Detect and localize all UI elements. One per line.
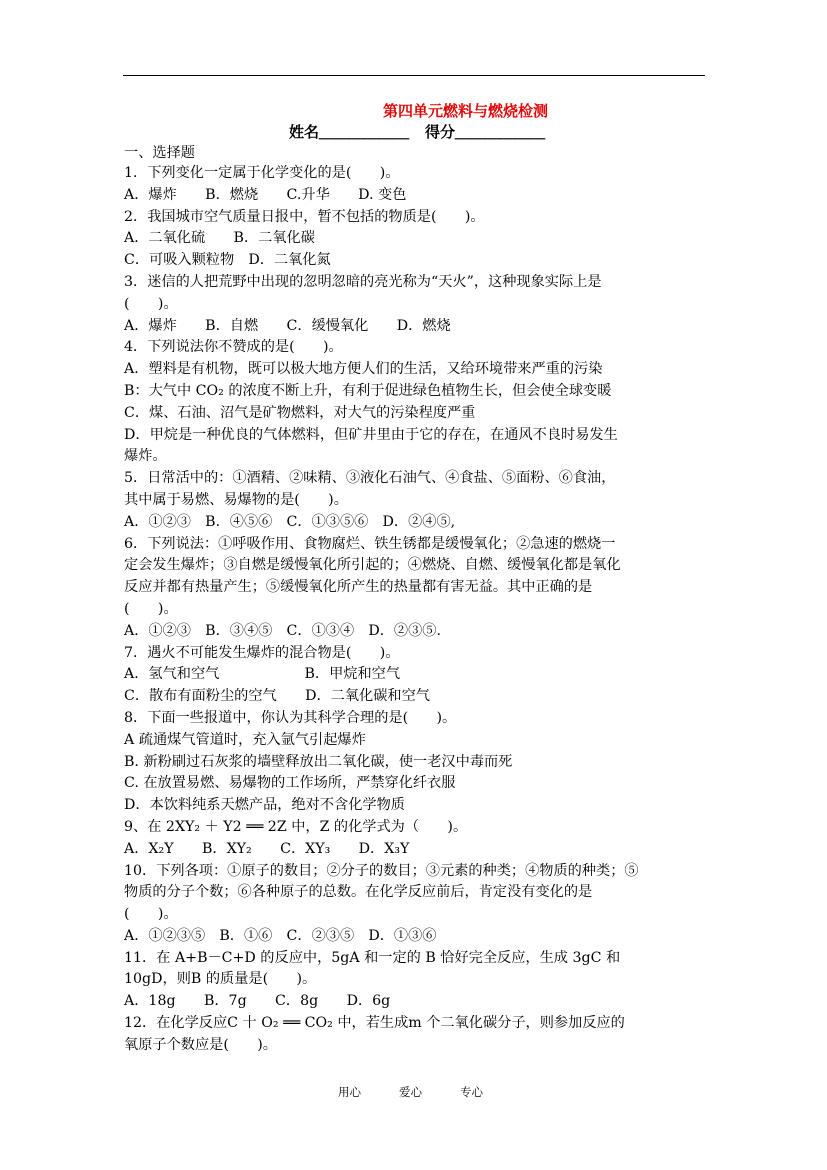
text-line: 12．在化学反应C 十 O₂ ══ CO₂ 中，若生成m 个二氧化碳分子，则参加反应的	[124, 1015, 625, 1032]
text-line: 7．遇火不可能发生爆炸的混合物是( )。	[124, 644, 400, 661]
text-line: D．甲烷是一种优良的气体燃料，但矿井里由于它的存在，在通风不良时易发生	[124, 426, 618, 443]
page-title: 第四单元燃料与燃烧检测	[383, 102, 549, 120]
text-line: 9、在 2XY₂ ＋ Y2 ══ 2Z 中，Z 的化学式为（ )。	[124, 818, 468, 835]
section-heading: 一、选择题	[124, 145, 195, 161]
text-line: 爆炸。	[124, 448, 167, 465]
text-line: A．①②③⑤ B．①⑥ C．②③⑤ D．①③⑥	[124, 927, 437, 944]
page-footer	[338, 1082, 483, 1102]
text-line: C. 在放置易燃、易爆物的工作场所，严禁穿化纤衣服	[124, 775, 456, 792]
text-line: 2．我国城市空气质量日报中，暂不包括的物质是( )。	[124, 208, 485, 225]
text-line: 氧原子个数应是( )。	[124, 1036, 277, 1053]
text-line: B. 新粉刷过石灰浆的墙壁释放出二氧化碳，使一老汉中毒而死	[124, 753, 513, 770]
name-score-line	[289, 121, 545, 143]
text-line: A．爆炸 B．燃烧 C.升华 D. 变色	[124, 186, 407, 203]
text-line: 10．下列各项：①原子的数目；②分子的数目；③元素的种类；④物质的种类；⑤	[124, 862, 639, 879]
text-line: 物质的分子个数；⑥各种原子的总数。在化学反应前后，肯定没有变化的是	[124, 884, 593, 901]
text-line: 反应并都有热量产生；⑤缓慢氧化所产生的热量都有害无益。其中正确的是	[124, 579, 593, 596]
score-field: 得分＿＿＿＿＿＿	[425, 123, 546, 141]
text-line: A．氢气和空气 B．甲烷和空气	[124, 666, 401, 683]
footer-text: 用心	[338, 1085, 361, 1099]
text-line: 4．下列说法你不赞成的是( )。	[124, 339, 343, 356]
text-line: A．爆炸 B．自燃 C．缓慢氧化 D．燃烧	[124, 317, 451, 334]
text-line: C．散布有面粉尘的空气 D．二氧化碳和空气	[124, 688, 430, 705]
footer-text: 专心	[460, 1085, 483, 1099]
header-rule	[123, 75, 705, 76]
text-line: A．二氧化硫 B．二氧化碳	[124, 230, 315, 247]
text-line: C．可吸入颗粒物 D．二氧化氮	[124, 252, 331, 269]
text-line: C．煤、石油、沼气是矿物燃料，对大气的污染程度严重	[124, 404, 476, 421]
text-line: 定会发生爆炸；③自燃是缓慢氧化所引起的；④燃烧、自燃、缓慢氧化都是氧化	[124, 557, 621, 574]
text-line: A．18g B．7g C．8g D．6g	[124, 993, 391, 1010]
name-field: 姓名＿＿＿＿＿＿	[289, 123, 410, 141]
text-line: A．塑料是有机物，既可以极大地方便人们的生活，又给环境带来严重的污染	[124, 361, 603, 378]
text-line: 6．下列说法：①呼吸作用、食物腐烂、铁生锈都是缓慢氧化；②急速的燃烧一	[124, 535, 616, 552]
text-line: A 疏通煤气管道时，充入氩气引起爆炸	[124, 731, 366, 748]
text-line: 10gD，则B 的质量是( )。	[124, 971, 317, 988]
text-line: A．X₂Y B．XY₂ C．XY₃ D．X₃Y	[124, 840, 410, 857]
text-line: B：大气中 CO₂ 的浓度不断上升，有利于促进绿色植物生长，但会使全球变暖	[124, 382, 612, 399]
text-line: A．①②③ B．③④⑤ C．①③④ D．②③⑤.	[124, 622, 441, 639]
text-line: ( )。	[124, 295, 178, 312]
text-line: 5．日常活中的：①酒精、②味精、③液化石油气、④食盐、⑤面粉、⑥食油，	[124, 470, 616, 487]
text-line: 11．在 A+B－C+D 的反应中，5gA 和一定的 B 恰好完全反应，生成 3gC 和	[124, 949, 621, 966]
text-line: A．①②③ B．④⑤⑥ C．①③⑤⑥ D．②④⑤,	[124, 513, 456, 530]
text-line: 3．迷信的人把荒野中出现的忽明忽暗的亮光称为“天火”，这种现象实际上是	[124, 273, 602, 290]
text-line: 其中属于易燃、易爆物的是( )。	[124, 491, 348, 508]
text-line: D．本饮料纯系天燃产品，绝对不含化学物质	[124, 797, 405, 814]
question-body	[124, 143, 708, 1057]
text-line: 1．下列变化一定属于化学变化的是( )。	[124, 165, 400, 181]
text-line: 8．下面一些报道中，你认为其科学合理的是( )。	[124, 709, 457, 726]
text-line: ( )。	[124, 906, 178, 923]
text-line: ( )。	[124, 600, 178, 617]
footer-text: 爱心	[399, 1085, 422, 1099]
